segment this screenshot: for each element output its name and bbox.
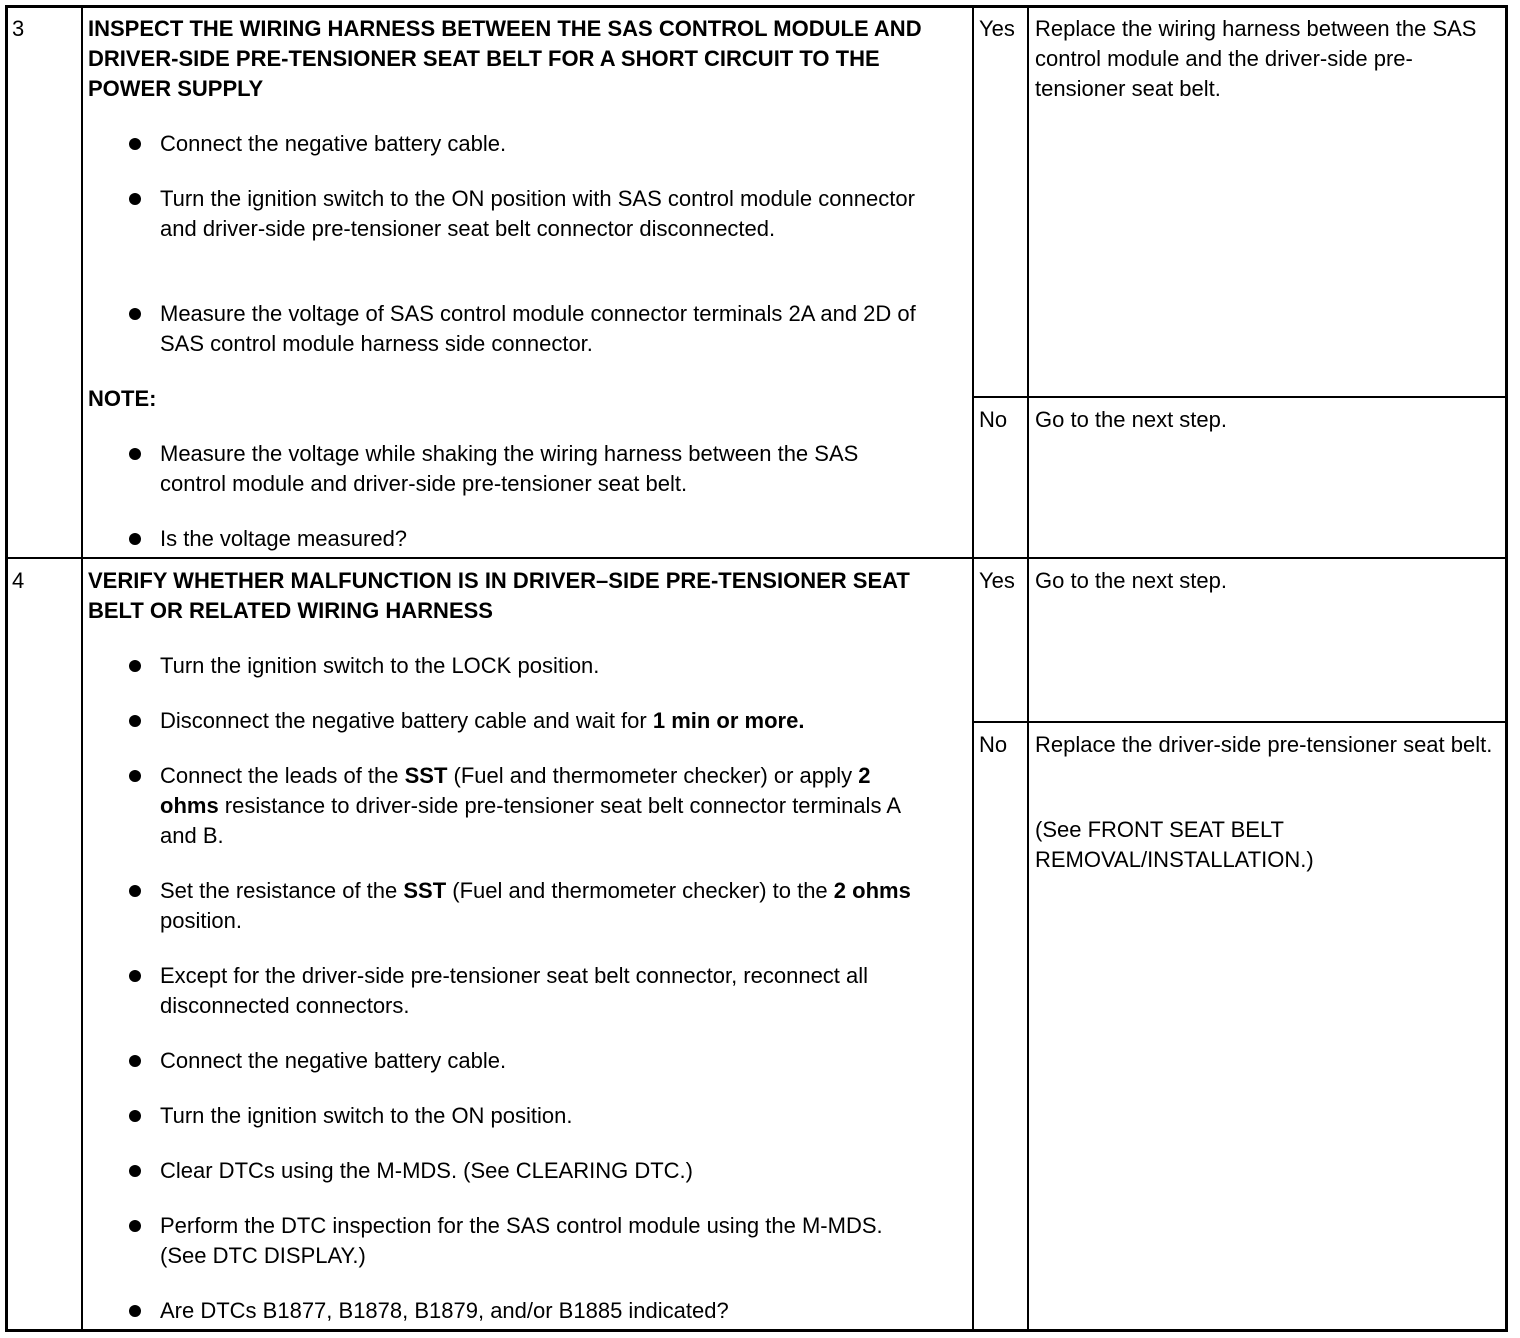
list-item: Set the resistance of the SST (Fuel and thermometer checker) to the 2 ohms position. [160,876,950,936]
list-item: Perform the DTC inspection for the SAS control module using the M-MDS. (See DTC DISPLAY.) [160,1211,920,1271]
list-item: Turn the ignition switch to the LOCK position. [160,651,950,681]
list-item: Measure the voltage while shaking the wiring harness between the SAS control module and driver-side pre-tensioner seat belt. [160,439,920,499]
bullet-icon [129,138,141,150]
no-label: No [979,407,1008,432]
no-label: No [979,732,1008,757]
step-title: VERIFY WHETHER MALFUNCTION IS IN DRIVER–SIDE PRE-TENSIONER SEAT BELT OR RELATED WIRING HARNESS [88,568,910,623]
bullet-icon [129,193,141,205]
bullet-icon [129,448,141,460]
bullet-icon [129,770,141,782]
no-action: Go to the next step. [1035,407,1228,432]
row-divider-step4-yes-no [972,721,1508,723]
list-item: Connect the leads of the SST (Fuel and thermometer checker) or apply 2 ohms resistance to driver-side pre-tensioner seat belt connector terminals A and B. [160,761,900,851]
row-divider-step3-yes-no [972,396,1508,398]
bullet-icon [129,885,141,897]
no-action-reference: (See FRONT SEAT BELT REMOVAL/INSTALLATION.) [1035,817,1314,872]
column-divider-yesno [972,5,974,1332]
yes-label: Yes [979,568,1015,593]
column-divider-action [1027,5,1029,1332]
yes-label: Yes [979,16,1015,41]
step-number: 3 [12,16,25,41]
row-divider-steps [5,557,1508,559]
list-item: Connect the negative battery cable. [160,1046,950,1076]
bullet-icon [129,1165,141,1177]
bullet-icon [129,1220,141,1232]
list-item: Except for the driver-side pre-tensioner seat belt connector, reconnect all disconnected connectors. [160,961,950,1021]
list-item: Measure the voltage of SAS control module connector terminals 2A and 2D of SAS control module harness side connector. [160,299,920,359]
bullet-icon [129,1305,141,1317]
note-label: NOTE: [88,386,157,411]
yes-action: Go to the next step. [1035,568,1228,593]
list-item: Are DTCs B1877, B1878, B1879, and/or B1885 indicated? [160,1296,950,1326]
step-number: 4 [12,568,25,593]
list-item: Is the voltage measured? [160,524,950,554]
list-item: Turn the ignition switch to the ON position with SAS control module connector and driver-side pre-tensioner seat belt connector disconnected. [160,184,920,244]
column-divider-number [81,5,83,1332]
list-item: Connect the negative battery cable. [160,129,950,159]
bullet-icon [129,970,141,982]
bullet-icon [129,660,141,672]
yes-action: Replace the wiring harness between the SAS control module and the driver-side pre-tensioner seat belt. [1035,16,1477,101]
bullet-icon [129,308,141,320]
bullet-icon [129,1055,141,1067]
list-item: Clear DTCs using the M-MDS. (See CLEARING DTC.) [160,1156,950,1186]
bullet-icon [129,533,141,545]
step-title: INSPECT THE WIRING HARNESS BETWEEN THE SAS CONTROL MODULE AND DRIVER-SIDE PRE-TENSIONER SEAT BELT FOR A SHORT CIRCUIT TO THE POWER SUPPLY [88,16,922,101]
no-action: Replace the driver-side pre-tensioner seat belt. [1035,732,1493,757]
bullet-icon [129,715,141,727]
list-item: Turn the ignition switch to the ON position. [160,1101,950,1131]
list-item: Disconnect the negative battery cable and wait for 1 min or more. [160,706,950,736]
bullet-icon [129,1110,141,1122]
